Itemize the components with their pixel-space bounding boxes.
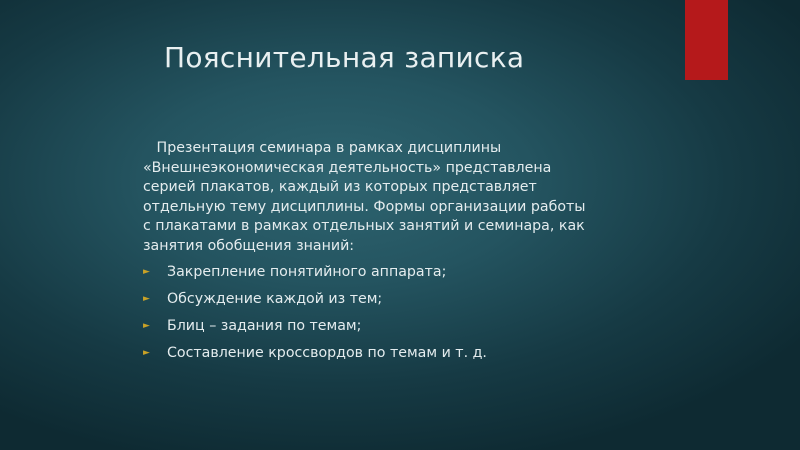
paragraph-line: занятия обобщения знаний:	[143, 237, 355, 254]
bullet-item	[143, 286, 643, 313]
paragraph-line: Презентация семинара в рамках дисциплины	[143, 140, 502, 156]
bullet-item	[143, 259, 643, 286]
arrow-bullet-icon: ►	[143, 321, 150, 331]
paragraph-line: отдельную тему дисциплины. Формы организации работы	[143, 198, 586, 215]
arrow-bullet-icon: ►	[143, 294, 150, 304]
bullet-text: Блиц – задания по темам;	[167, 318, 362, 334]
accent-bar	[685, 0, 728, 80]
bullet-item	[143, 313, 643, 340]
paragraph-line: с плакатами в рамках отдельных занятий и семинара, как	[143, 218, 585, 234]
slide-paragraph	[143, 139, 633, 256]
paragraph-line: «Внешнеэкономическая деятельность» представлена	[143, 159, 552, 176]
bullet-text: Составление кроссвордов по темам и т. д.	[167, 345, 487, 361]
bullet-text: Обсуждение каждой из тем;	[167, 291, 383, 307]
slide-title: Пояснительная записка	[164, 41, 525, 74]
bullet-item	[143, 340, 643, 367]
arrow-bullet-icon: ►	[143, 348, 150, 358]
bullet-text: Закрепление понятийного аппарата;	[167, 264, 447, 280]
paragraph-line: серией плакатов, каждый из которых представляет	[143, 179, 537, 195]
bullet-list	[143, 259, 643, 367]
arrow-bullet-icon: ►	[143, 267, 150, 277]
